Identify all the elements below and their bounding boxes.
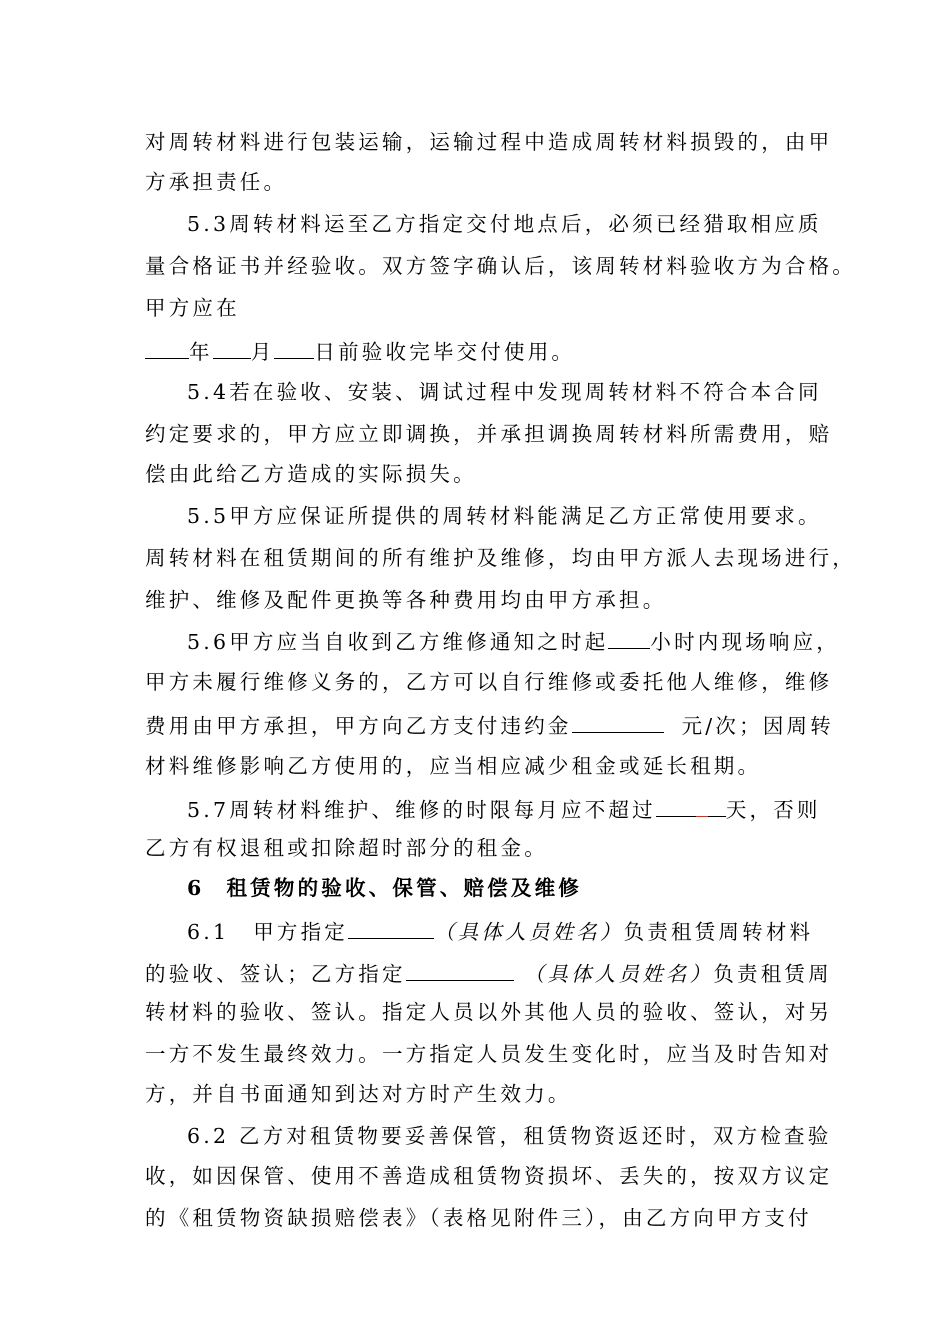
clause-text: 甲方指定	[253, 920, 349, 944]
clause-text: 的验收、签认；乙方指定	[145, 962, 406, 986]
clause-text: 小时内现场响应，	[650, 630, 841, 654]
paragraph-line: 转材料的验收、签认。指定人员以外其他人员的验收、签认，对另	[145, 1000, 833, 1024]
day-blank	[274, 340, 314, 359]
section-6-heading	[187, 878, 582, 899]
clause-5-4: 5.4若在验收、安装、调试过程中发现周转材料不符合本合同	[187, 380, 822, 404]
party-a-person-blank	[348, 920, 434, 939]
paragraph-line: 的《租赁物资缺损赔偿表》（表格见附件三），由乙方向甲方支付	[145, 1206, 812, 1230]
year-blank	[145, 340, 189, 359]
days-blank	[656, 798, 726, 817]
section-number: 6	[187, 876, 205, 900]
paragraph-line: 甲方应在	[145, 296, 240, 320]
paragraph-line: 方，并自书面通知到达对方时产生效力。	[145, 1082, 572, 1106]
paragraph-line: 乙方有权退租或扣除超时部分的租金。	[145, 836, 548, 860]
clause-5-7	[187, 798, 821, 821]
clause-6-1	[187, 920, 813, 943]
clause-5-3: 5.3周转材料运至乙方指定交付地点后，必须已经猎取相应质	[187, 212, 822, 236]
penalty-line	[145, 714, 834, 737]
clause-text: 元/次；因周转	[681, 714, 834, 738]
month-label: 月	[250, 340, 275, 364]
clause-5-5: 5.5甲方应保证所提供的周转材料能满足乙方正常使用要求。	[187, 504, 822, 528]
paragraph-line	[145, 962, 832, 985]
clause-text: 负责租赁周转材料	[623, 920, 814, 944]
clause-text: 5.6甲方应当自收到乙方维修通知之时起	[187, 630, 609, 654]
paragraph-line: 偿由此给乙方造成的实际损失。	[145, 462, 477, 486]
paragraph-line: 周转材料在租赁期间的所有维护及维修，均由甲方派人去现场进行，	[145, 546, 856, 570]
person-name-hint: （具体人员姓名）	[434, 920, 624, 944]
paragraph-line: 材料维修影响乙方使用的，应当相应减少租金或延长租期。	[145, 754, 762, 778]
clause-6-2: 6.2 乙方对租赁物要妥善保管，租赁物资返还时，双方检查验	[187, 1124, 832, 1148]
paragraph-line: 维护、维修及配件更换等各种费用均由甲方承担。	[145, 588, 667, 612]
paragraph-line: 收，如因保管、使用不善造成租赁物资损坏、丢失的，按双方议定	[145, 1164, 833, 1188]
clause-text: 天，否则	[725, 798, 821, 822]
month-blank	[213, 340, 251, 359]
paragraph-line: 一方不发生最终效力。一方指定人员发生变化时，应当及时告知对	[145, 1042, 833, 1066]
paragraph-line: 对周转材料进行包装运输，运输过程中造成周转材料损毁的，由甲	[145, 130, 833, 154]
red-underline-mark	[696, 798, 708, 817]
day-label: 日前验收完毕交付使用。	[314, 340, 576, 364]
clause-number: 6.1	[187, 920, 230, 944]
paragraph-line: 量合格证书并经验收。双方签字确认后，该周转材料验收方为合格。	[145, 254, 856, 278]
clause-text: 负责租赁周	[713, 962, 832, 986]
paragraph-line: 甲方未履行维修义务的，乙方可以自行维修或委托他人维修，维修	[145, 670, 833, 694]
year-label: 年	[189, 340, 213, 364]
clause-text: 费用由甲方承担，甲方向乙方支付违约金	[145, 714, 572, 738]
party-b-person-blank	[406, 962, 514, 981]
clause-5-6	[187, 630, 840, 653]
person-name-hint: （具体人员姓名）	[523, 962, 714, 986]
date-line	[145, 340, 575, 363]
penalty-amount-blank	[572, 714, 664, 733]
paragraph-line: 方承担责任。	[145, 170, 288, 194]
hours-blank	[608, 630, 650, 649]
clause-text: 5.7周转材料维护、维修的时限每月应不超过	[187, 798, 656, 822]
section-title: 租赁物的验收、保管、赔偿及维修	[226, 876, 582, 900]
paragraph-line: 约定要求的，甲方应立即调换，并承担调换周转材料所需费用，赔	[145, 422, 833, 446]
